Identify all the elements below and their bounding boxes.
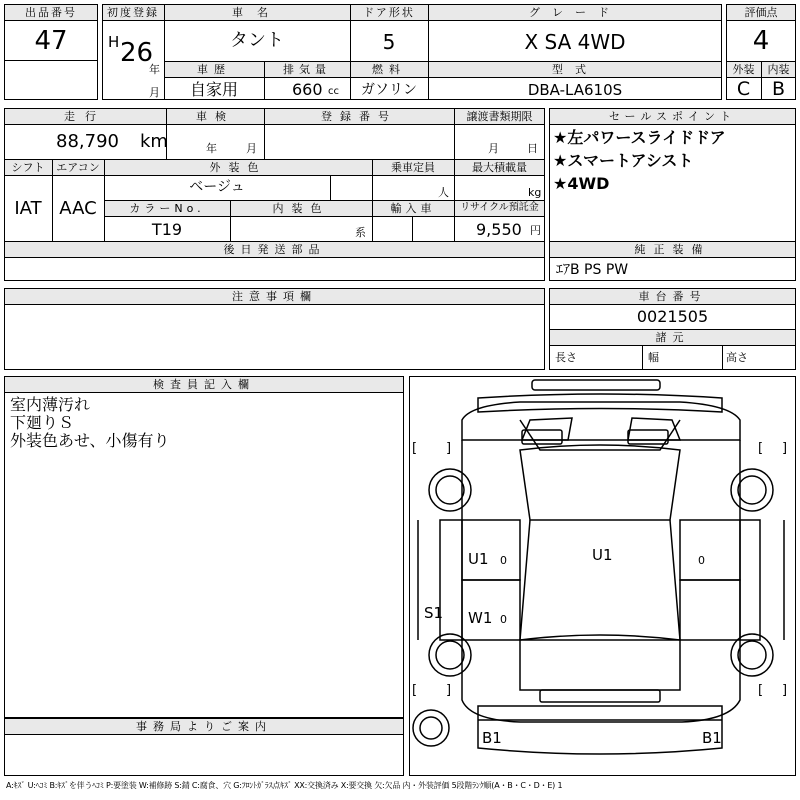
regno-label: 登録番号 (321, 110, 397, 123)
score-label: 評価点 (744, 6, 778, 19)
disp-value: 660 (292, 80, 323, 99)
intcolor-label: 内装色 (272, 202, 330, 215)
color-value: ベージュ (189, 179, 245, 195)
chassis-label: 車台番号 (638, 290, 707, 303)
mileage-unit: km (140, 131, 168, 152)
inspector-note-3: 外装色あせ、小傷有り (10, 431, 170, 450)
mark-zero-2: 0 (698, 554, 705, 567)
svg-text:]: ] (782, 683, 788, 698)
reg-label: 初度登録 (107, 6, 159, 19)
equipment-label: 純正装備 (634, 243, 711, 256)
shift-value: IAT (14, 198, 42, 219)
grade-value: X SA 4WD (524, 30, 626, 54)
capacity-unit: 人 (438, 186, 449, 199)
transfer-month-unit: 月 (488, 142, 499, 155)
mark-zero-1: 0 (500, 554, 507, 567)
intcolor-unit: 系 (355, 226, 366, 239)
insp-year-unit: 年 (206, 142, 217, 155)
transfer-day-unit: 日 (527, 142, 538, 155)
inspector-note-1: 室内薄汚れ (10, 395, 91, 414)
inspection-label: 車検 (196, 110, 234, 123)
lot-number: 47 (34, 26, 68, 56)
mark-b1-right: B1 (702, 729, 722, 747)
recycle-unit: 円 (530, 224, 541, 237)
mark-b1-left: B1 (482, 729, 502, 747)
ext-grade: C (736, 78, 751, 100)
spec-label: 諸元 (655, 331, 690, 344)
height-label: 高さ (726, 351, 748, 364)
caution-label: 注意事項欄 (232, 290, 317, 303)
svg-text:[: [ (412, 683, 418, 698)
grade-label: グレード (529, 6, 621, 19)
int-label: 内装 (767, 63, 790, 76)
mark-zero-3: 0 (500, 613, 507, 626)
fuel-label: 燃料 (372, 63, 406, 76)
shift-label: シフト (11, 161, 45, 174)
door-label: ドア形状 (363, 6, 415, 19)
load-label: 最大積載量 (472, 161, 527, 174)
lot-label: 出品番号 (25, 6, 77, 19)
ac-label: エアコン (56, 161, 100, 174)
colorno-label: カラーNo. (129, 202, 205, 215)
model-label: 型式 (552, 63, 598, 76)
colorno-value: T19 (151, 220, 183, 239)
history-label: 車歴 (197, 63, 231, 76)
sales-point-1: ★左パワースライドドア (553, 128, 726, 147)
svg-text:[: [ (412, 441, 418, 456)
load-unit: kg (528, 186, 542, 199)
sales-points-label: セールスポイント (608, 110, 736, 123)
svg-text:[: [ (758, 441, 764, 456)
sales-point-3: ★4WD (553, 174, 610, 193)
office-label: 事務局よりご案内 (136, 720, 272, 733)
recycle-label: リサイクル預託金 (460, 202, 539, 213)
equipment-value: ｴｱB PS PW (556, 262, 629, 278)
import-label: 輸入車 (390, 202, 436, 215)
mark-u1-center: U1 (592, 546, 613, 564)
svg-text:[: [ (758, 683, 764, 698)
color-label: 外装色 (209, 161, 267, 174)
inspector-label: 検査員記入欄 (153, 378, 255, 391)
svg-text:]: ] (446, 441, 452, 456)
mark-w1: W1 (468, 609, 493, 627)
sales-point-2: ★スマートアシスト (553, 151, 694, 170)
svg-text:]: ] (782, 441, 788, 456)
footer-legend: A:ｷｽﾞ U:ﾍｺﾐ B:ｷｽﾞを伴うﾍｺﾐ P:要塗装 W:補修跡 S:錆 C:腐食、穴 G:ﾌﾛﾝﾄｶﾞﾗｽ点ｷｽﾞ XX:交換済み X:要交換 欠:欠品 内・外装評価 5段階ﾗﾝｸ順(A・B・C・D・E) 1 (6, 781, 563, 790)
later-parts-label: 後日発送部品 (223, 243, 326, 256)
mark-s1: S1 (424, 604, 444, 622)
fuel-value: ガソリン (361, 82, 417, 98)
insp-month-unit: 月 (246, 142, 257, 155)
int-grade: B (771, 78, 786, 100)
door-value: 5 (382, 30, 396, 54)
model-value: DBA-LA610S (527, 81, 623, 99)
ac-value: AAC (59, 198, 97, 219)
disp-unit: cc (328, 86, 339, 97)
score-value: 4 (752, 26, 770, 56)
capacity-label: 乗車定員 (391, 161, 435, 174)
history-value: 自家用 (189, 80, 238, 99)
reg-year: 26 (120, 38, 154, 68)
svg-text:]: ] (446, 683, 452, 698)
mark-u1-left: U1 (468, 550, 489, 568)
width-label: 幅 (648, 351, 659, 364)
ext-label: 外装 (732, 63, 755, 76)
car-name: タント (230, 30, 284, 51)
length-label: 長さ (555, 351, 577, 364)
reg-era: H (108, 33, 120, 51)
recycle-value: 9,550 (476, 220, 522, 239)
inspector-note-2: 下廻りＳ (10, 413, 75, 432)
mileage-value: 88,790 (56, 131, 119, 152)
mileage-label: 走行 (64, 110, 106, 123)
name-label: 車名 (232, 6, 282, 19)
chassis-number: 0021505 (636, 307, 709, 326)
transfer-label: 譲渡書類期限 (466, 110, 533, 123)
reg-month-unit: 月 (149, 86, 160, 99)
reg-year-unit: 年 (149, 63, 160, 76)
disp-label: 排気量 (283, 63, 331, 76)
